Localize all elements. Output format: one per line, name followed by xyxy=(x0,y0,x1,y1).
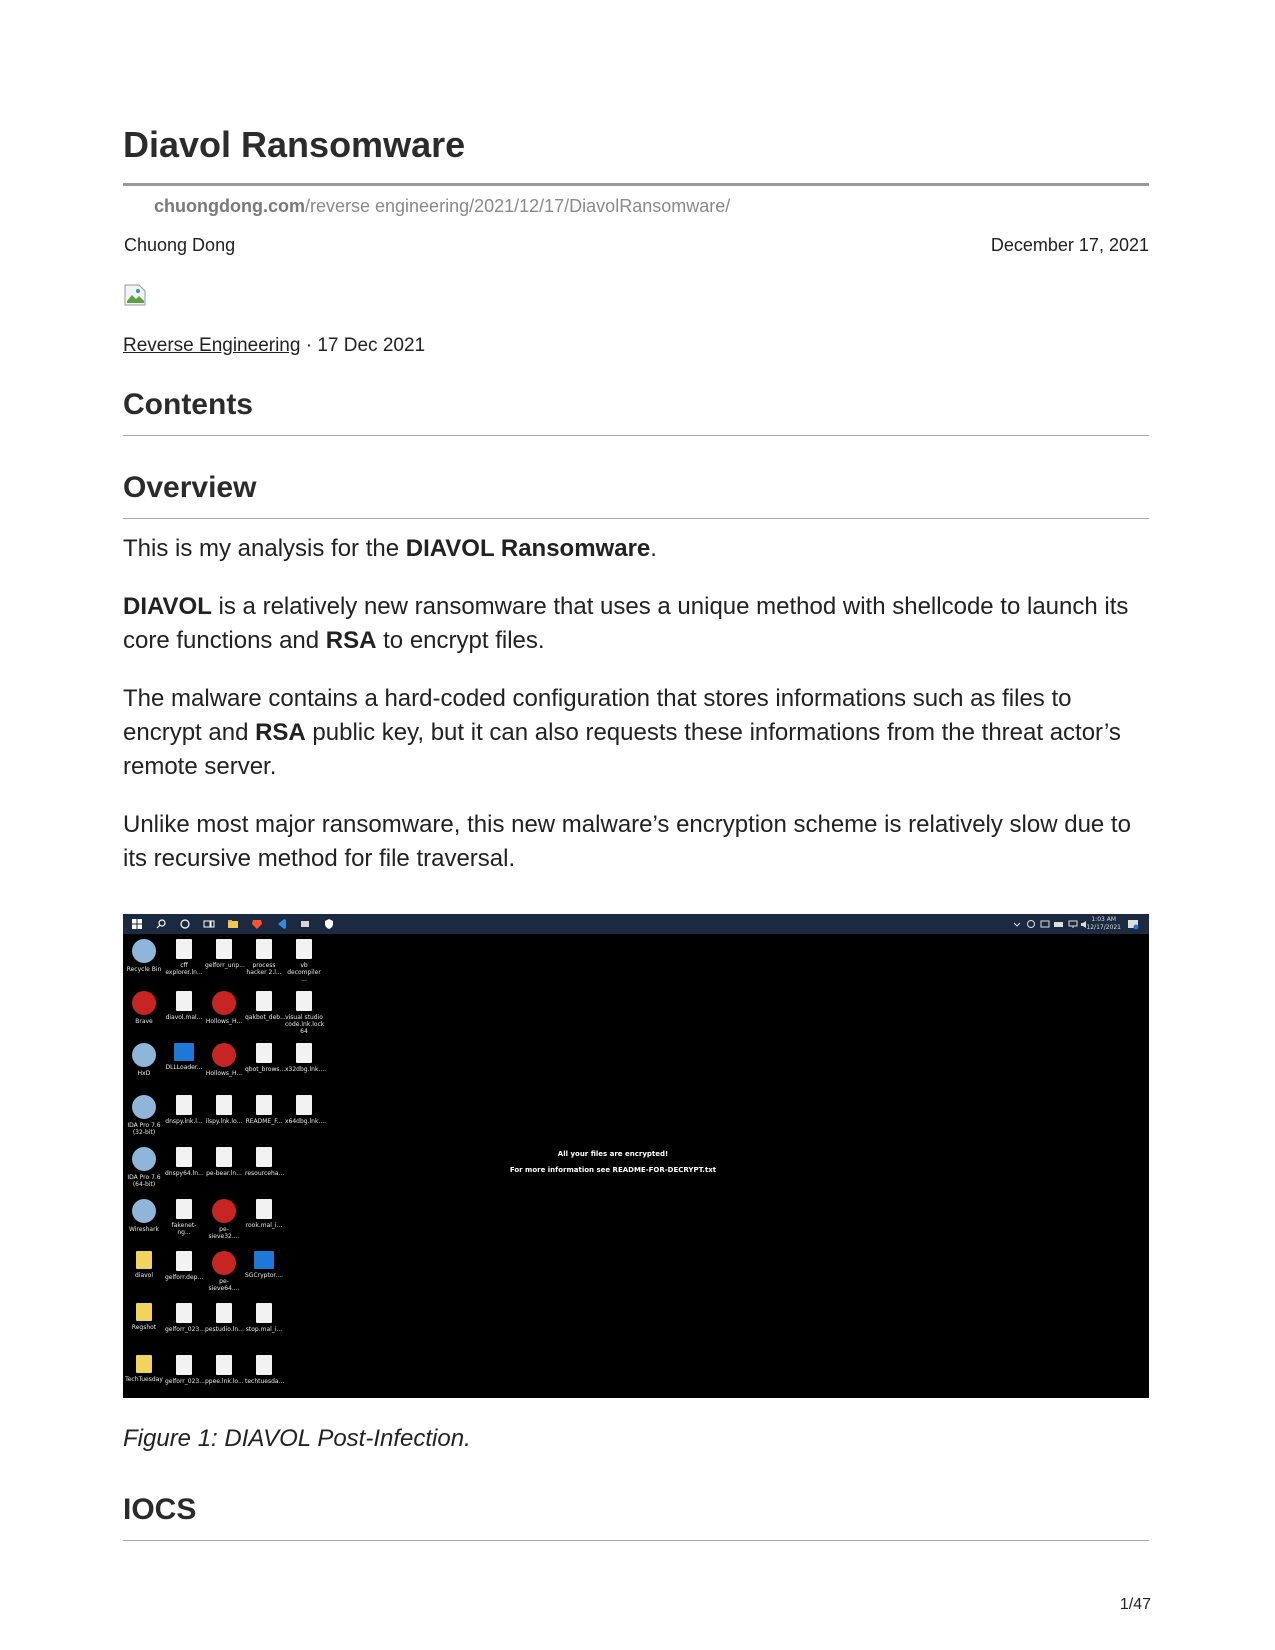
desktop-icon-label: techtuesda... xyxy=(245,1378,285,1385)
desktop-icon[interactable] xyxy=(165,939,203,976)
tray-app-icon-2 xyxy=(1039,918,1051,930)
file-icon xyxy=(132,1199,156,1223)
desktop-icon-label: dnspy64.ln... xyxy=(165,1170,204,1177)
desktop-icon-label: fakenet-ng... xyxy=(171,1222,197,1236)
file-icon xyxy=(256,1095,272,1115)
file-icon xyxy=(132,1147,156,1171)
file-icon xyxy=(216,939,232,959)
desktop-icon-label: TechTuesday xyxy=(125,1376,163,1383)
file-icon xyxy=(216,1355,232,1375)
desktop-icon-label: vb decompiler ... xyxy=(287,962,321,983)
desktop-icon[interactable] xyxy=(245,1251,283,1279)
heading-iocs: IOCS xyxy=(123,1493,197,1526)
brave-browser-icon xyxy=(251,918,263,930)
file-icon xyxy=(132,1095,156,1119)
desktop-icon[interactable] xyxy=(245,1355,283,1385)
file-icon xyxy=(254,1251,274,1269)
cortana-icon xyxy=(179,918,191,930)
desktop-icon[interactable] xyxy=(285,1095,327,1125)
file-explorer-icon xyxy=(227,918,239,930)
file-icon xyxy=(256,1303,272,1323)
desktop-icon[interactable] xyxy=(165,1199,203,1236)
desktop-icon[interactable] xyxy=(205,1199,243,1240)
page-number: 1/47 xyxy=(1119,1596,1151,1613)
desktop-icon-label: rook.mal_i... xyxy=(245,1222,283,1229)
desktop-icon[interactable] xyxy=(125,1043,163,1077)
desktop-icon-label: cff explorer.ln... xyxy=(165,962,203,976)
author-name: Chuong Dong xyxy=(124,235,236,255)
chevron-up-icon xyxy=(1011,918,1023,930)
desktop-icon[interactable] xyxy=(125,1251,163,1279)
file-icon xyxy=(176,991,192,1011)
file-icon xyxy=(212,1043,236,1067)
desktop-icon[interactable] xyxy=(205,1095,243,1125)
file-icon xyxy=(176,1251,192,1271)
desktop-icon-label: resourceha... xyxy=(245,1170,285,1177)
ransom-note-wallpaper xyxy=(473,1146,753,1178)
desktop-icon[interactable] xyxy=(245,1199,283,1229)
desktop-icon-label: Hollows_H... xyxy=(205,1018,243,1025)
desktop-icon-label: README_F... xyxy=(245,1118,283,1125)
file-icon xyxy=(256,1355,272,1375)
desktop-icon[interactable] xyxy=(245,939,283,976)
desktop-icon-label: gelforr.dep... xyxy=(165,1274,204,1281)
desktop-icon-label: diavol.mal... xyxy=(165,1014,203,1021)
desktop-icon[interactable] xyxy=(205,991,243,1025)
desktop-icon[interactable] xyxy=(205,1355,243,1385)
heading-contents: Contents xyxy=(123,388,253,421)
desktop-icon-label: SGCryptor.... xyxy=(245,1272,284,1279)
title-divider xyxy=(123,183,1149,186)
desktop-icon[interactable] xyxy=(125,1199,163,1233)
snipping-tool-icon xyxy=(299,918,311,930)
windows-start-icon xyxy=(131,918,143,930)
file-icon xyxy=(136,1355,152,1373)
file-icon xyxy=(132,939,156,963)
desktop-icon[interactable] xyxy=(125,1303,163,1331)
desktop-icon-label: Wireshark xyxy=(128,1226,160,1233)
desktop-icon[interactable] xyxy=(125,1355,163,1383)
source-url[interactable] xyxy=(154,196,730,217)
desktop-icon[interactable] xyxy=(205,1043,243,1077)
desktop-icon-label: IDA Pro 7.6 (32-bit) xyxy=(127,1122,161,1136)
article-title: Diavol Ransomware xyxy=(123,124,466,165)
desktop-icon[interactable] xyxy=(245,1095,283,1125)
notification-icon xyxy=(1127,918,1139,930)
file-icon xyxy=(256,991,272,1011)
file-icon xyxy=(212,1251,236,1275)
desktop-icon[interactable] xyxy=(285,991,323,1035)
file-icon xyxy=(256,1199,272,1219)
source-path: /reverse engineering/2021/12/17/DiavolRansomware/ xyxy=(304,196,731,216)
file-icon xyxy=(176,939,192,959)
desktop-icon[interactable] xyxy=(285,939,323,983)
tray-app-icon xyxy=(1025,918,1037,930)
file-icon xyxy=(216,1095,232,1115)
desktop-icon-label: diavol xyxy=(134,1272,154,1279)
desktop-icon-label: pe-sieve64.... xyxy=(208,1278,240,1292)
vscode-icon xyxy=(275,918,287,930)
ransom-line-2: For more information see README-FOR-DECRYPT.txt xyxy=(509,1166,717,1174)
desktop-icon-label: pestudio.ln... xyxy=(205,1326,244,1333)
paragraph-intro: This is my analysis for the DIAVOL Ransomware. xyxy=(123,535,657,562)
desktop-icon[interactable] xyxy=(245,1043,286,1073)
category-link[interactable]: Reverse Engineering xyxy=(123,335,301,356)
desktop-icon-label: dnspy.lnk.l... xyxy=(165,1118,203,1125)
file-icon xyxy=(174,1043,194,1061)
post-meta xyxy=(123,335,425,357)
desktop-icon-label: stop.mal_i... xyxy=(245,1326,283,1333)
desktop-icon[interactable] xyxy=(165,1147,203,1177)
file-icon xyxy=(176,1355,192,1375)
file-icon xyxy=(256,1147,272,1167)
file-icon xyxy=(136,1251,152,1269)
desktop-icon[interactable] xyxy=(125,939,163,973)
task-view-icon xyxy=(203,918,215,930)
heading-overview: Overview xyxy=(123,471,257,504)
desktop-icon[interactable] xyxy=(165,1251,203,1281)
overview-divider xyxy=(123,518,1149,519)
iocs-divider xyxy=(123,1540,1149,1541)
desktop-icon[interactable] xyxy=(245,991,286,1021)
desktop-icon[interactable] xyxy=(165,991,203,1021)
desktop-icon-label: x32dbg.lnk.... xyxy=(285,1066,327,1073)
desktop-icon-label: qbot_brows... xyxy=(245,1066,286,1073)
desktop-icon[interactable] xyxy=(245,1303,283,1333)
desktop-icon[interactable] xyxy=(205,1303,243,1333)
broken-image-icon xyxy=(123,283,147,307)
desktop-icon[interactable] xyxy=(125,991,163,1025)
clock-time: 1:03 AM xyxy=(1091,916,1117,923)
file-icon xyxy=(132,991,156,1015)
clock-date: 12/17/2021 xyxy=(1086,924,1121,931)
desktop-icon-label: gelforr_unp... xyxy=(205,962,245,969)
desktop-icon-label: x64dbg.lnk.... xyxy=(285,1118,327,1125)
file-icon xyxy=(176,1303,192,1323)
source-domain: chuongdong.com xyxy=(154,196,305,216)
file-icon xyxy=(296,939,312,959)
desktop-icon-label: gelforr_023... xyxy=(165,1326,205,1333)
battery-icon xyxy=(1053,918,1065,930)
file-icon xyxy=(256,939,272,959)
file-icon xyxy=(296,1095,312,1115)
paragraph-configuration: The malware contains a hard-coded configuration that stores informations such as files to encrypt and RSA public key, but it can also requests these informations from the threat actor’s remote server. xyxy=(123,685,1121,780)
desktop-icon-label: visual studio code.lnk.lock 64 xyxy=(285,1014,325,1035)
desktop-icon-label: pe-bear.ln... xyxy=(206,1170,242,1177)
desktop-icon-label: Regshot xyxy=(131,1324,157,1331)
desktop-icon[interactable] xyxy=(245,1147,283,1177)
desktop-icon-label: Brave xyxy=(135,1018,153,1025)
file-icon xyxy=(132,1043,156,1067)
desktop-icon-label: qakbot_deb... xyxy=(245,1014,286,1021)
desktop-icon-label: process hacker 2.l... xyxy=(246,962,282,976)
desktop-icon-label: IDA Pro 7.6 (64-bit) xyxy=(127,1174,161,1188)
file-icon xyxy=(136,1303,152,1321)
file-icon xyxy=(256,1043,272,1063)
publish-date: December 17, 2021 xyxy=(990,235,1149,255)
file-icon xyxy=(216,1147,232,1167)
file-icon xyxy=(176,1147,192,1167)
contents-divider xyxy=(123,435,1149,436)
file-icon xyxy=(176,1095,192,1115)
file-icon xyxy=(176,1199,192,1219)
file-icon xyxy=(212,1199,236,1223)
paragraph-description: DIAVOL is a relatively new ransomware that uses a unique method with shellcode to launch its core functions and RSA to encrypt files. xyxy=(123,593,1129,654)
desktop-icon[interactable] xyxy=(165,1303,203,1333)
desktop-icon-label: DLLLoader... xyxy=(165,1064,203,1071)
desktop-icon-label: ppee.lnk.lo... xyxy=(205,1378,244,1385)
post-infection-screenshot xyxy=(123,914,1149,1398)
desktop-icon[interactable] xyxy=(125,1095,163,1136)
ransom-line-1: All your files are encrypted! xyxy=(557,1150,669,1158)
desktop-icon-label: Hollows_H... xyxy=(205,1070,243,1077)
file-icon xyxy=(212,991,236,1015)
desktop-icon[interactable] xyxy=(165,1355,203,1385)
desktop-icon-label: gelforr_023... xyxy=(165,1378,205,1385)
desktop-icon-label: pe-sieve32.... xyxy=(208,1226,240,1240)
desktop-icon[interactable] xyxy=(165,1095,203,1125)
paragraph-encryption: Unlike most major ransomware, this new malware’s encryption scheme is relatively slow due to its recursive method for file traversal. xyxy=(123,811,1131,872)
desktop-icon-label: ilspy.lnk.lo... xyxy=(205,1118,243,1125)
file-icon xyxy=(296,1043,312,1063)
desktop-icon[interactable] xyxy=(125,1147,163,1188)
desktop-icon[interactable] xyxy=(285,1043,327,1073)
taskbar-clock xyxy=(1086,916,1121,932)
file-icon xyxy=(296,991,312,1011)
post-meta-date: · 17 Dec 2021 xyxy=(300,335,426,356)
network-icon xyxy=(1067,918,1079,930)
windows-taskbar xyxy=(123,914,1149,934)
desktop-icon[interactable] xyxy=(205,1147,243,1177)
file-icon xyxy=(216,1303,232,1323)
desktop-icon-label: HxD xyxy=(137,1070,151,1077)
shield-icon xyxy=(323,918,335,930)
desktop-icon[interactable] xyxy=(205,939,243,969)
desktop-icon-label: Recycle Bin xyxy=(126,966,162,973)
desktop-icon[interactable] xyxy=(205,1251,243,1292)
figure-caption: Figure 1: DIAVOL Post-Infection. xyxy=(123,1425,471,1452)
desktop-icon[interactable] xyxy=(165,1043,203,1071)
search-icon xyxy=(155,918,167,930)
